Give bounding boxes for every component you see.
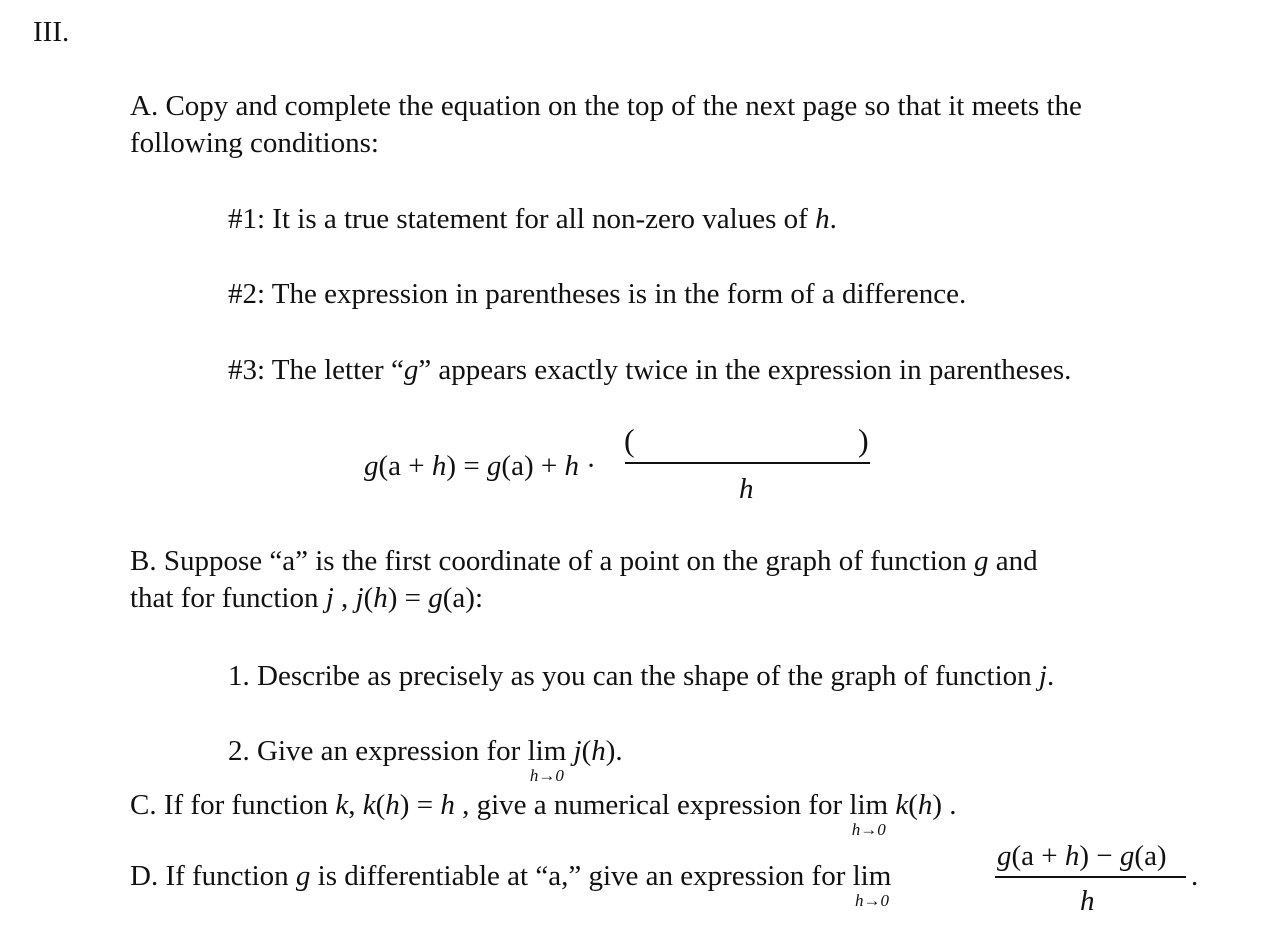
part-c-k3: k bbox=[895, 789, 909, 821]
part-c-k: k bbox=[335, 789, 349, 821]
part-c-close: ) . bbox=[932, 789, 957, 821]
part-b-line2-g: g bbox=[428, 582, 443, 614]
eq-arg1: (a + bbox=[378, 450, 432, 482]
condition-3-var: g bbox=[403, 354, 419, 386]
equation-lhs bbox=[364, 452, 596, 481]
part-d-text: D. If function bbox=[130, 860, 296, 892]
part-b-item-2-text: 2. Give an expression for bbox=[228, 735, 528, 767]
part-c-h3: h bbox=[917, 789, 933, 821]
eq-close1: ) bbox=[446, 450, 457, 482]
part-b-line2-open: ( bbox=[363, 582, 374, 614]
eq-g2: g bbox=[486, 450, 502, 482]
part-c-text: C. If for function bbox=[130, 789, 336, 821]
part-d-period: . bbox=[1191, 860, 1199, 892]
part-c-h2: h bbox=[440, 789, 455, 821]
condition-2: #2: The expression in parentheses is in the form of a difference. bbox=[228, 278, 967, 310]
eq-g1: g bbox=[364, 450, 379, 482]
part-b-item-2-j: j bbox=[573, 735, 582, 767]
part-b-item-1 bbox=[228, 662, 1054, 691]
eq-equals: = bbox=[456, 450, 487, 482]
part-c-comma: , bbox=[348, 789, 363, 821]
part-b-line1 bbox=[130, 547, 1038, 576]
part-c-h: h bbox=[385, 789, 400, 821]
num-g2: g bbox=[1119, 840, 1135, 872]
part-b-line2-comma: , bbox=[333, 582, 356, 614]
part-d-fraction-bar bbox=[995, 876, 1186, 878]
limit-lim: lim bbox=[849, 789, 889, 821]
part-b-line2-end: (a): bbox=[442, 582, 484, 614]
part-d bbox=[130, 860, 892, 910]
condition-3-text: #3: The letter “ bbox=[228, 354, 404, 386]
part-d-g: g bbox=[295, 860, 311, 892]
part-b-line1-text: B. Suppose “a” is the first coordinate of a point on the graph of function bbox=[130, 545, 975, 577]
condition-3 bbox=[228, 356, 1071, 385]
part-c-open: ( bbox=[375, 789, 386, 821]
section-label: III. bbox=[33, 16, 70, 48]
condition-1-text: #1: It is a true statement for all non-zero values of bbox=[228, 203, 816, 235]
part-d-numerator bbox=[997, 842, 1167, 871]
eq-right-paren: ) bbox=[858, 422, 869, 458]
eq-h1: h bbox=[431, 450, 447, 482]
condition-1-end: . bbox=[829, 203, 837, 235]
limit-subscript: h→0 bbox=[851, 820, 886, 839]
part-c-open2: ( bbox=[908, 789, 918, 821]
part-d-denominator: h bbox=[1080, 885, 1095, 917]
condition-1-var: h bbox=[815, 203, 830, 235]
condition-1 bbox=[228, 205, 837, 234]
num-end: (a) bbox=[1134, 840, 1167, 872]
condition-3-end: ” appears exactly twice in the expression in parentheses. bbox=[418, 354, 1072, 386]
part-b-line1-end: and bbox=[988, 545, 1038, 577]
part-b-line2 bbox=[130, 584, 483, 613]
num-g1: g bbox=[997, 840, 1012, 872]
limit-operator bbox=[849, 789, 889, 839]
eq-left-paren: ( bbox=[624, 422, 635, 458]
limit-lim: lim bbox=[852, 860, 892, 892]
part-b-line2-h: h bbox=[373, 582, 388, 614]
part-c bbox=[130, 789, 957, 839]
num-mid: ) − bbox=[1079, 840, 1120, 872]
limit-operator bbox=[527, 735, 567, 785]
eq-dot: · bbox=[578, 450, 596, 482]
part-b-item-2-close: ). bbox=[605, 735, 623, 767]
part-b-item-1-text: 1. Describe as precisely as you can the shape of the graph of function bbox=[228, 660, 1039, 692]
limit-lim: lim bbox=[527, 735, 567, 767]
part-b-item-1-var: j bbox=[1038, 660, 1047, 692]
part-b-item-2-h: h bbox=[591, 735, 606, 767]
num-h: h bbox=[1064, 840, 1080, 872]
part-b-item-2 bbox=[228, 735, 623, 785]
limit-subscript: h→0 bbox=[529, 766, 564, 785]
part-c-suffix: , give a numerical expression for bbox=[454, 789, 850, 821]
part-b-item-1-end: . bbox=[1046, 660, 1055, 692]
part-a-line1: A. Copy and complete the equation on the top of the next page so that it meets the bbox=[130, 90, 1082, 122]
eq-arg2: (a) + bbox=[501, 450, 565, 482]
part-b-line1-var: g bbox=[974, 545, 989, 577]
part-c-mid: ) = bbox=[399, 789, 441, 821]
part-c-k2: k bbox=[362, 789, 376, 821]
num-arg1: (a + bbox=[1011, 840, 1065, 872]
part-b-line2-j: j bbox=[325, 582, 334, 614]
limit-subscript: h→0 bbox=[854, 891, 889, 910]
part-a-line2: following conditions: bbox=[130, 127, 379, 159]
part-d-suffix: is differentiable at “a,” give an expression for bbox=[310, 860, 853, 892]
part-b-line2-mid: ) = bbox=[387, 582, 429, 614]
part-b-line2-j2: j bbox=[355, 582, 364, 614]
eq-fraction-bar bbox=[625, 462, 870, 464]
limit-operator bbox=[852, 860, 892, 910]
part-b-line2-text: that for function bbox=[130, 582, 326, 614]
eq-denominator: h bbox=[739, 473, 754, 505]
eq-h2: h bbox=[564, 450, 579, 482]
part-b-item-2-open: ( bbox=[581, 735, 592, 767]
